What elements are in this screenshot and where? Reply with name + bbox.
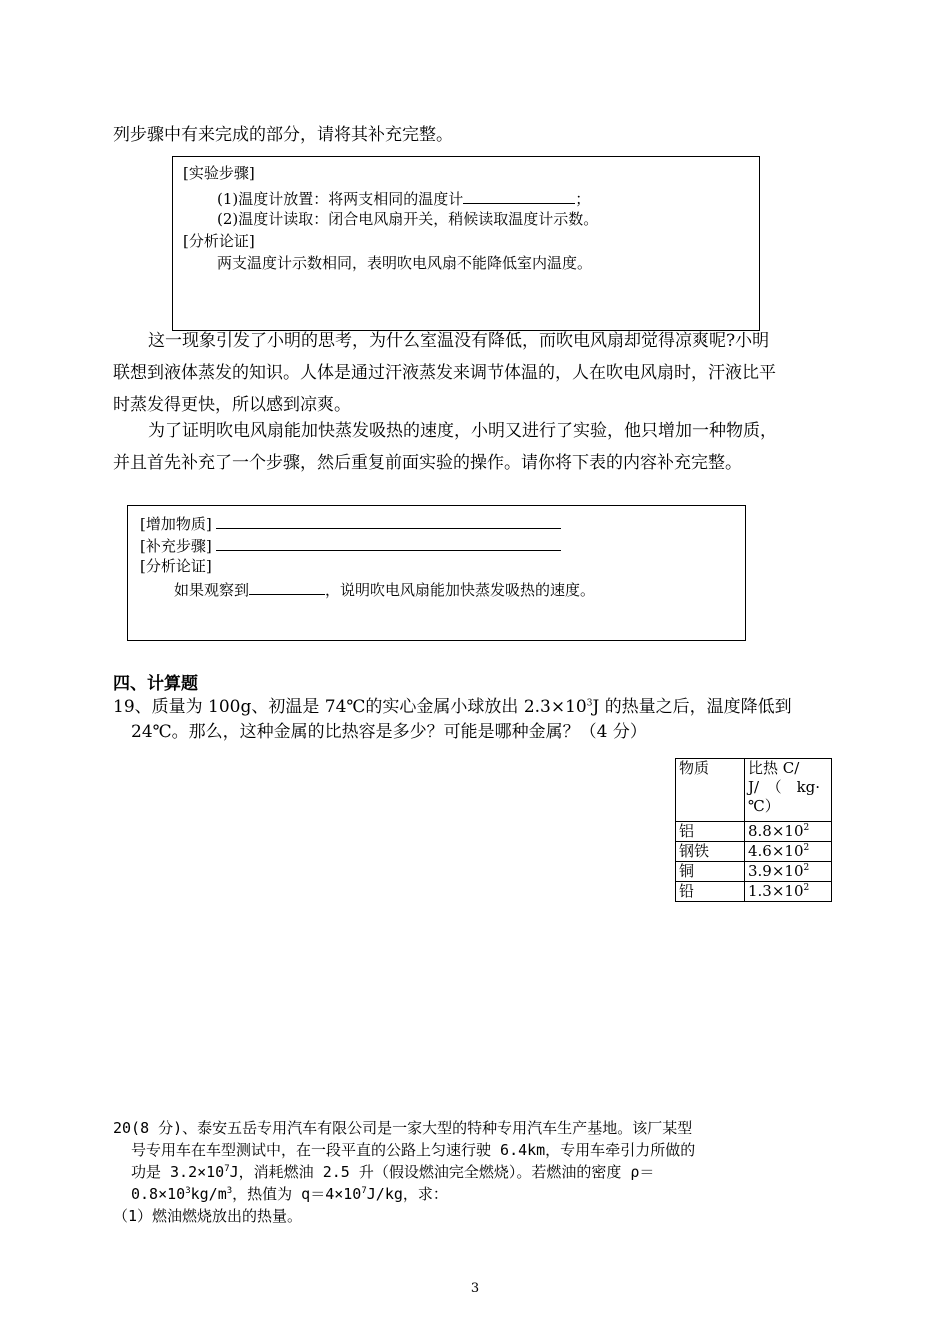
- step1-line: [217, 187, 590, 209]
- add-substance-label: [增加物质]: [140, 515, 212, 533]
- section-title: 四、计算题: [113, 674, 198, 694]
- specific-heat-value: $3.9\times 10^2$: [745, 862, 832, 882]
- observe-suffix: ，说明吹电风扇能加快蒸发吸热的速度。: [325, 581, 596, 599]
- table-header-row: [676, 759, 832, 822]
- header-heat-line2: J/ （ kg·: [748, 778, 821, 796]
- box2-analysis-heading: [分析论证]: [140, 557, 212, 575]
- table-row: [676, 842, 832, 862]
- para1-line2: 联想到液体蒸发的知识。人体是通过汗液蒸发来调节体温的，人在吹电风扇时，汗液比平: [113, 363, 776, 383]
- specific-heat-value: $4.6\times 10^2$: [745, 842, 832, 862]
- table-row: [676, 882, 832, 902]
- step1-blank[interactable]: [463, 187, 575, 204]
- substance-name: 铝: [676, 822, 745, 842]
- table-row: [676, 822, 832, 842]
- q19-text-a: 19、质量为 100g、初温是 74℃的实心金属小球放出 2.3×10: [113, 697, 587, 717]
- step1-text: (1)温度计放置：将两支相同的温度计: [217, 190, 464, 208]
- para2-line2: 并且首先补充了一个步骤，然后重复前面实验的操作。请你将下表的内容补充完整。: [113, 453, 742, 473]
- header-heat-line3: ℃）: [748, 797, 780, 815]
- observe-prefix: 如果观察到: [174, 581, 250, 599]
- page-number: 3: [470, 1281, 480, 1296]
- q20-line1: 20(8 分)、泰安五岳专用汽车有限公司是一家大型的特种专用汽车生产基地。该厂某型: [113, 1119, 693, 1137]
- box2-analysis-line: [174, 578, 595, 600]
- para2-line1: 为了证明吹电风扇能加快蒸发吸热的速度，小明又进行了实验，他只增加一种物质，: [148, 421, 777, 441]
- q20-sub1: （1）燃油燃烧放出的热量。: [113, 1207, 303, 1225]
- analysis-text: 两支温度计示数相同，表明吹电风扇不能降低室内温度。: [217, 254, 593, 272]
- q20-line3: 功是 $3.2\times 10^7J$，消耗燃油 2.5 升（假设燃油完全燃烧）。若燃油的密度 ρ＝: [131, 1163, 655, 1181]
- intro-line: 列步骤中有来完成的部分，请将其补充完整。: [113, 125, 453, 145]
- q20-line4: $0.8\times 10^3kg/m^3$，热值为 $q=4\times 10^7J/kg$，求：: [131, 1185, 448, 1203]
- substance-name: 铜: [676, 862, 745, 882]
- q19-line2: 24℃。那么，这种金属的比热容是多少？可能是哪种金属？（4 分）: [131, 722, 647, 742]
- add-substance-blank[interactable]: [216, 512, 561, 529]
- q19-line1: [113, 696, 792, 718]
- add-step-line: [140, 534, 561, 556]
- header-substance: 物质: [676, 759, 745, 822]
- q19-exponent: 3: [586, 698, 593, 709]
- observe-blank[interactable]: [249, 578, 325, 595]
- specific-heat-value: $8.8\times 10^2$: [745, 822, 832, 842]
- header-specific-heat: [745, 759, 832, 822]
- q20-line2: 号专用车在车型测试中，在一段平直的公路上匀速行驶 6.4km，专用车牵引力所做的: [131, 1141, 696, 1159]
- header-heat-line1: 比热 C/: [748, 759, 800, 777]
- analysis-heading: [分析论证]: [183, 232, 255, 250]
- substance-name: 铅: [676, 882, 745, 902]
- specific-heat-value: $1.3\times 10^2$: [745, 882, 832, 902]
- substance-name: 钢铁: [676, 842, 745, 862]
- steps-heading: [实验步骤]: [183, 164, 255, 182]
- add-step-label: [补充步骤]: [140, 537, 212, 555]
- table-row: [676, 862, 832, 882]
- q19-text-b: J 的热量之后，温度降低到: [592, 697, 792, 717]
- step1-suffix: ；: [575, 190, 591, 208]
- add-substance-line: [140, 512, 561, 534]
- specific-heat-table: [675, 758, 832, 902]
- fill-in-box: [127, 505, 746, 641]
- para1-line1: 这一现象引发了小明的思考，为什么室温没有降低，而吹电风扇却觉得凉爽呢?小明: [148, 331, 770, 351]
- add-step-blank[interactable]: [216, 534, 561, 551]
- experiment-steps-box: [172, 156, 760, 331]
- para1-line3: 时蒸发得更快，所以感到凉爽。: [113, 395, 351, 415]
- step2-line: (2)温度计读取：闭合电风扇开关，稍候读取温度计示数。: [217, 210, 599, 228]
